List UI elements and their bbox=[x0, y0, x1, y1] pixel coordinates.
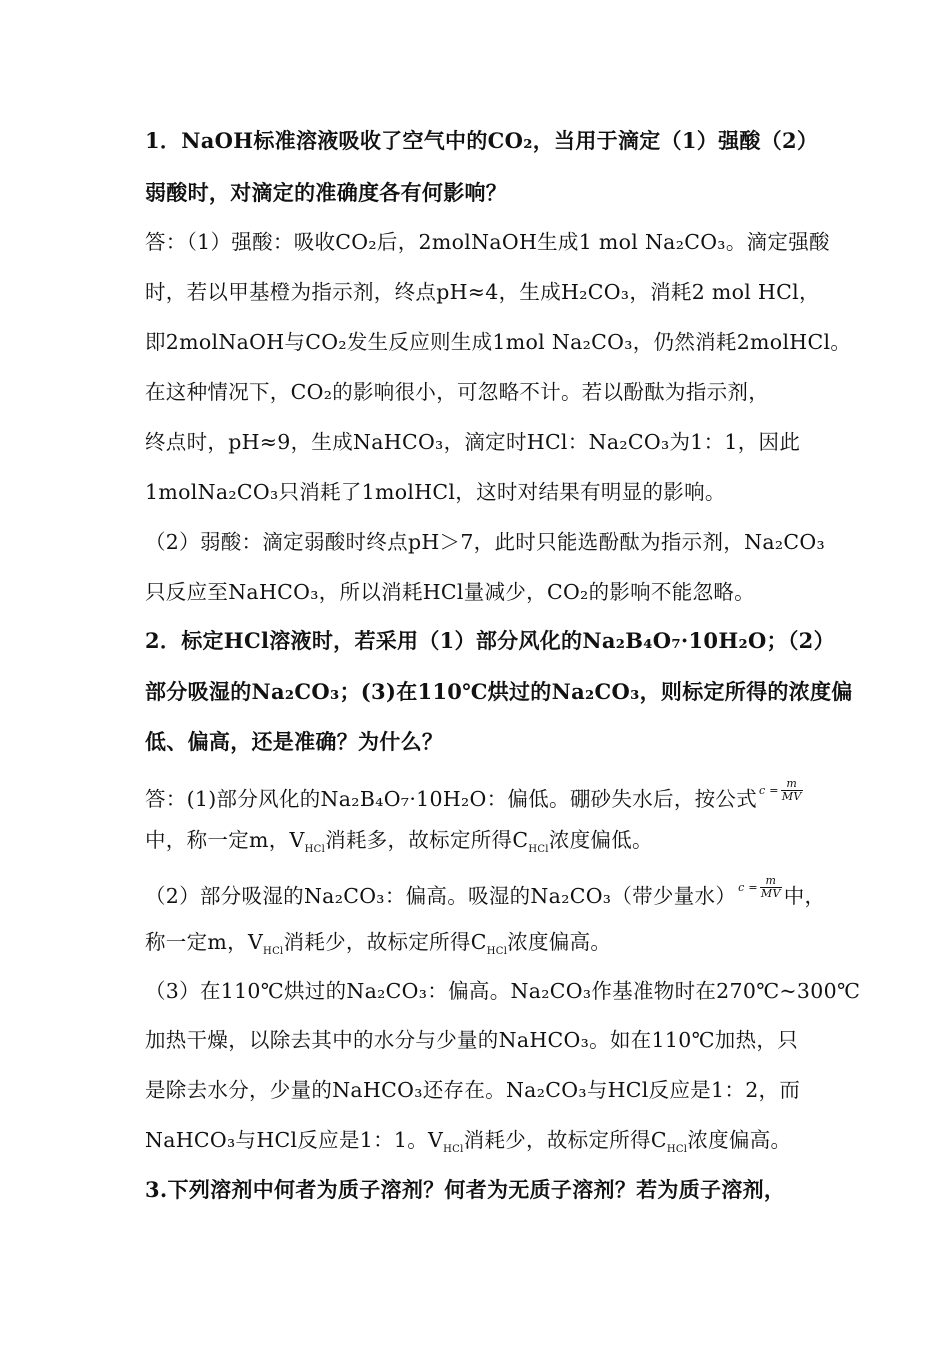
answer-1-line-8: 只反应至NaHCO₃，所以消耗HCl量减少，CO₂的影响不能忽略。 bbox=[145, 580, 755, 604]
answer-2-line-2-text: 中，称一定m，V bbox=[145, 828, 305, 852]
answer-1-line-5: 终点时，pH≈9，生成NaHCO₃，滴定时HCl：Na₂CO₃为1：1，因此 bbox=[145, 430, 801, 454]
formula-denominator: MV bbox=[760, 887, 781, 900]
subscript-hcl: HCl bbox=[666, 1144, 688, 1156]
formula-lhs: c = bbox=[759, 783, 779, 797]
question-2-line-2: 部分吸湿的Na₂CO₃；(3)在110℃烘过的Na₂CO₃，则标定所得的浓度偏 bbox=[145, 679, 853, 704]
formula-numerator: m bbox=[760, 875, 782, 888]
answer-2-line-4-text: 称一定m，V bbox=[145, 930, 264, 954]
answer-2-line-2-text-b: 消耗多，故标定所得C bbox=[325, 828, 529, 852]
answer-2-line-4-text-c: 浓度偏高。 bbox=[507, 930, 612, 954]
concentration-formula bbox=[759, 778, 803, 803]
formula-denominator: MV bbox=[781, 790, 802, 803]
answer-2-line-1 bbox=[145, 777, 805, 813]
answer-2-line-3-text: （2）部分吸湿的Na₂CO₃：偏高。吸湿的Na₂CO₃（带少量水） bbox=[145, 884, 737, 908]
answer-2-line-4 bbox=[145, 929, 611, 965]
answer-2-line-4-text-b: 消耗少，故标定所得C bbox=[283, 930, 487, 954]
answer-1-line-2: 时，若以甲基橙为指示剂，终点pH≈4，生成H₂CO₃，消耗2 mol HCl， bbox=[145, 280, 820, 304]
question-2-line-3: 低、偏高，还是准确？为什么？ bbox=[145, 729, 444, 754]
answer-2-line-8-text-c: 浓度偏高。 bbox=[687, 1128, 792, 1152]
formula-numerator: m bbox=[781, 778, 803, 791]
answer-2-line-3-text-b: 中， bbox=[783, 884, 826, 908]
answer-2-line-5: （3）在110℃烘过的Na₂CO₃：偏高。Na₂CO₃作基准物时在270℃~300℃ bbox=[145, 979, 861, 1003]
subscript-hcl: HCl bbox=[528, 844, 549, 856]
subscript-hcl: HCl bbox=[443, 1144, 464, 1156]
answer-1-line-4: 在这种情况下，CO₂的影响很小，可忽略不计。若以酚酞为指示剂， bbox=[145, 380, 770, 404]
answer-2-line-3 bbox=[145, 874, 826, 910]
subscript-hcl: HCl bbox=[304, 844, 326, 856]
question-2-line-1: 2．标定HCl溶液时，若采用（1）部分风化的Na₂B₄O₇·10H₂O；（2） bbox=[145, 628, 835, 653]
answer-1-line-1: 答：（1）强酸：吸收CO₂后，2molNaOH生成1 mol Na₂CO₃。滴定强酸 bbox=[145, 230, 830, 254]
answer-2-line-8-text: NaHCO₃与HCl反应是1：1。V bbox=[145, 1128, 444, 1152]
question-1-line-2: 弱酸时，对滴定的准确度各有何影响？ bbox=[145, 180, 508, 205]
answer-2-line-6: 加热干燥，以除去其中的水分与少量的NaHCO₃。如在110℃加热，只 bbox=[145, 1028, 799, 1052]
subscript-hcl: HCl bbox=[486, 946, 508, 958]
answer-2-line-8-text-b: 消耗少，故标定所得C bbox=[463, 1128, 667, 1152]
answer-1-line-7: （2）弱酸：滴定弱酸时终点pH＞7，此时只能选酚酞为指示剂，Na₂CO₃ bbox=[145, 530, 825, 554]
answer-2-line-2-text-c: 浓度偏低。 bbox=[548, 828, 653, 852]
answer-2-line-8 bbox=[145, 1127, 791, 1163]
answer-2-line-2 bbox=[145, 827, 653, 863]
answer-2-line-1-text: 答：(1)部分风化的Na₂B₄O₇·10H₂O：偏低。硼砂失水后，按公式 bbox=[145, 787, 758, 811]
answer-2-line-7: 是除去水分，少量的NaHCO₃还存在。Na₂CO₃与HCl反应是1：2，而 bbox=[145, 1078, 801, 1102]
answer-1-line-3: 即2molNaOH与CO₂发生反应则生成1mol Na₂CO₃，仍然消耗2molHCl。 bbox=[145, 330, 852, 354]
formula-lhs: c = bbox=[738, 880, 758, 894]
subscript-hcl: HCl bbox=[263, 946, 284, 958]
concentration-formula bbox=[738, 875, 782, 900]
question-3-line-1: 3.下列溶剂中何者为质子溶剂？何者为无质子溶剂？若为质子溶剂， bbox=[145, 1177, 786, 1202]
answer-1-line-6: 1molNa₂CO₃只消耗了1molHCl，这时对结果有明显的影响。 bbox=[145, 480, 726, 504]
question-1-line-1: 1．NaOH标准溶液吸收了空气中的CO₂，当用于滴定（1）强酸（2） bbox=[145, 128, 819, 153]
